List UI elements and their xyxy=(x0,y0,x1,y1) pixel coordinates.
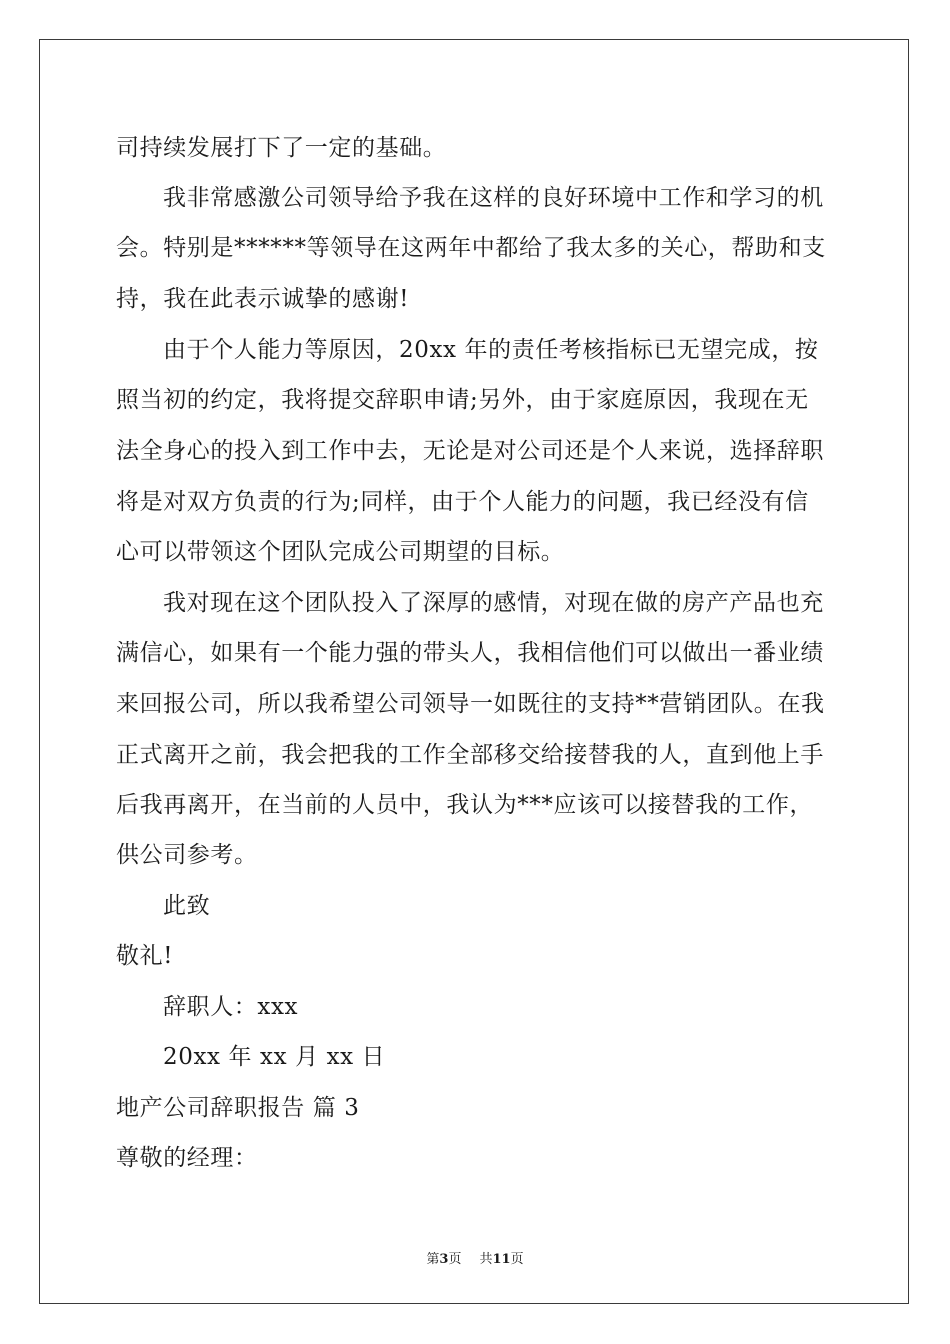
paragraph-thanks-line-3: 持，我在此表示诚挚的感谢! xyxy=(116,286,410,312)
signature-date: 20xx 年 xx 月 xx 日 xyxy=(163,1044,386,1070)
letter-greeting: 尊敬的经理： xyxy=(116,1145,258,1171)
paragraph-team-line-3: 来回报公司，所以我希望公司领导一如既往的支持**营销团队。在我 xyxy=(116,691,825,717)
paragraph-team-line-2: 满信心，如果有一个能力强的带头人，我相信他们可以做出一番业绩 xyxy=(116,640,824,666)
paragraph-reason-line-3: 法全身心的投入到工作中去，无论是对公司还是个人来说，选择辞职 xyxy=(116,438,824,464)
closing-salutation: 此致 xyxy=(163,893,211,919)
paragraph-thanks-line-1: 我非常感激公司领导给予我在这样的良好环境中工作和学习的机 xyxy=(163,185,824,211)
page-suffix: 页 xyxy=(448,1252,462,1267)
total-pages: 11 xyxy=(492,1252,511,1267)
signature-name: 辞职人：xxx xyxy=(163,994,299,1020)
closing-regards: 敬礼! xyxy=(116,943,174,969)
page-number: 3 xyxy=(439,1252,449,1267)
paragraph-team-line-1: 我对现在这个团队投入了深厚的感情，对现在做的房产产品也充 xyxy=(163,590,824,616)
total-suffix: 页 xyxy=(510,1252,524,1267)
paragraph-reason-line-4: 将是对双方负责的行为;同样，由于个人能力的问题，我已经没有信 xyxy=(116,489,809,515)
paragraph-team-line-4: 正式离开之前，我会把我的工作全部移交给接替我的人，直到他上手 xyxy=(116,742,824,768)
page-prefix: 第 xyxy=(426,1252,440,1267)
paragraph-thanks-line-2: 会。特别是******等领导在这两年中都给了我太多的关心，帮助和支 xyxy=(116,235,826,261)
section-heading: 地产公司辞职报告 篇 3 xyxy=(116,1095,360,1121)
total-prefix: 共 xyxy=(479,1252,493,1267)
paragraph-reason-line-5: 心可以带领这个团队完成公司期望的目标。 xyxy=(116,539,565,565)
body-line-1: 司持续发展打下了一定的基础。 xyxy=(116,135,447,161)
page-footer xyxy=(0,1248,950,1267)
paragraph-team-line-5: 后我再离开，在当前的人员中，我认为***应该可以接替我的工作， xyxy=(116,792,814,818)
paragraph-reason-line-1: 由于个人能力等原因，20xx 年的责任考核指标已无望完成，按 xyxy=(163,337,819,363)
paragraph-reason-line-2: 照当初的约定，我将提交辞职申请;另外，由于家庭原因，我现在无 xyxy=(116,387,809,413)
paragraph-team-line-6: 供公司参考。 xyxy=(116,842,258,868)
